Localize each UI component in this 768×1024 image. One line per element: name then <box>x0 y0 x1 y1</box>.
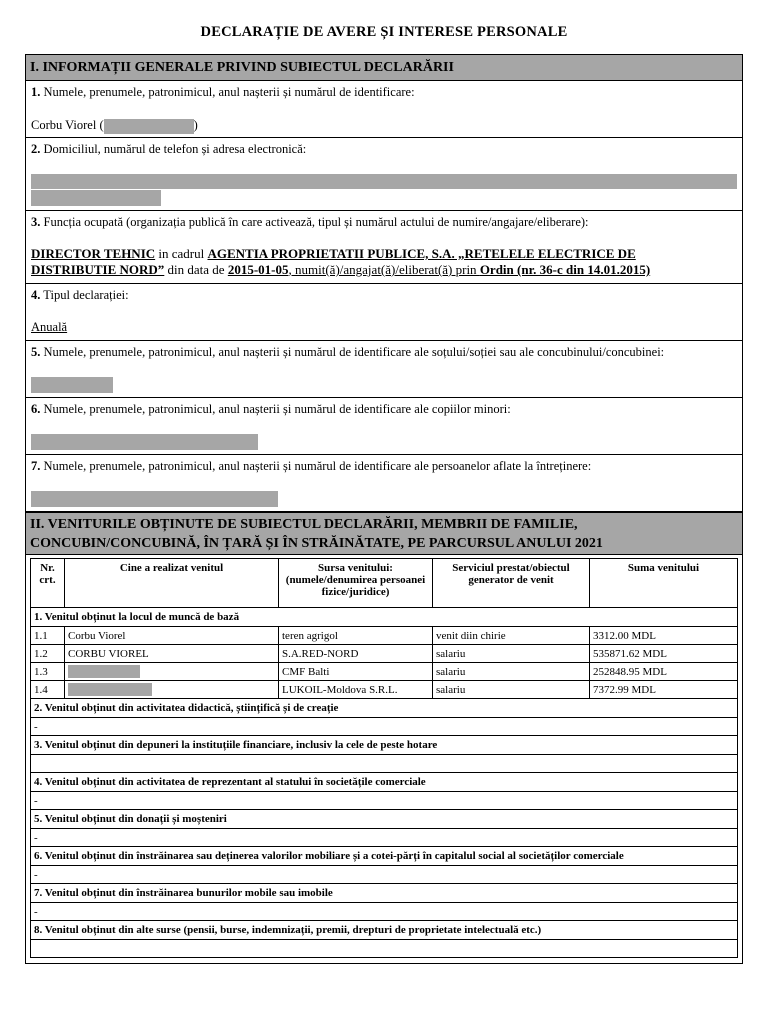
field-label: Numele, prenumele, patronimicul, anul nașterii și numărul de identificare: <box>43 85 415 99</box>
appointment-act: Ordin (nr. 36-c din 14.01.2015) <box>479 262 651 277</box>
organization-name: AGENTIA PROPRIETATII PUBLICE, S.A. „RETELELE ELECTRICE DE <box>207 246 636 261</box>
field-label: Numele, prenumele, patronimicul, anul nașterii și numărul de identificare ale persoanelor aflate la întreținere: <box>43 459 592 473</box>
field-number: 7. <box>31 459 41 473</box>
field-1-identity <box>25 81 743 138</box>
redacted-name <box>68 683 152 696</box>
field-number: 3. <box>31 215 41 229</box>
field-label: Numele, prenumele, patronimicul, anul nașterii și numărul de identificare ale copiilor minori: <box>43 402 511 416</box>
field-5-spouse <box>25 341 743 398</box>
table-row: 1.2 CORBU VIOREL S.A.RED-NORD salariu 535871.62 MDL <box>31 645 738 663</box>
column-header: Suma venitului <box>590 559 738 608</box>
field-number: 5. <box>31 345 41 359</box>
column-header: Nr. crt. <box>31 559 65 608</box>
field-label: Tipul declarației: <box>43 288 129 302</box>
category-row: 4. Venitul obținut din activitatea de reprezentant al statului în societățile comerciale <box>31 773 738 792</box>
table-row: 1.1 Corbu Viorel teren agrigol venit diin chirie 3312.00 MDL <box>31 627 738 645</box>
section-1-header: I. INFORMAȚII GENERALE PRIVIND SUBIECTUL DECLARĂRII <box>25 54 743 81</box>
redacted-dependents <box>31 491 278 507</box>
declaration-type-value: Anuală <box>31 320 68 334</box>
redacted-name <box>68 665 140 678</box>
field-6-children <box>25 398 743 455</box>
field-number: 4. <box>31 288 41 302</box>
position-title: DIRECTOR TEHNIC <box>31 246 156 261</box>
category-row: 2. Venitul obținut din activitatea didactică, științifică și de creație <box>31 699 738 718</box>
income-table <box>30 558 738 958</box>
category-row: 8. Venitul obținut din alte surse (pensii, burse, indemnizații, premii, drepturi de proprietate intelectuală etc.) <box>31 921 738 940</box>
empty-row <box>31 755 738 773</box>
field-label: Funcția ocupată (organizația publică în care activează, tipul și numărul actului de numire/angajare/eliberare): <box>43 215 589 229</box>
table-row: 1.3 CMF Balti salariu 252848.95 MDL <box>31 663 738 681</box>
redacted-spouse <box>31 377 113 393</box>
empty-row: - <box>31 718 738 736</box>
column-header: Cine a realizat venitul <box>65 559 279 608</box>
table-row: 1.4 LUKOIL-Moldova S.R.L. salariu 7372.99 MDL <box>31 681 738 699</box>
category-row: 1. Venitul obținut la locul de muncă de bază <box>31 608 738 627</box>
redacted-address-line-2 <box>31 190 161 206</box>
empty-row <box>31 940 738 958</box>
category-row: 5. Venitul obținut din donații și moșteniri <box>31 810 738 829</box>
field-number: 1. <box>31 85 41 99</box>
redacted-address-line-1 <box>31 174 737 189</box>
function-answer: DIRECTOR TEHNIC in cadrul AGENTIA PROPRIETATII PUBLICE, S.A. „RETELELE ELECTRICE DE DISTRIBUTIE NORD” din data de 2015-01-05, numit(ă)/angajat(ă)/eliberat(ă) prin Ordin (nr. 36-c din 14.01.2015) <box>31 246 651 277</box>
field-4-declaration-type <box>25 284 743 341</box>
redacted-id <box>104 119 194 134</box>
field-number: 6. <box>31 402 41 416</box>
category-row: 6. Venitul obținut din înstrăinarea sau deținerea valorilor mobiliare și a cotei-părți în capitalul social al societăților comerciale <box>31 847 738 866</box>
field-number: 2. <box>31 142 41 156</box>
redacted-children <box>31 434 258 450</box>
field-answer: Corbu Viorel ( ) <box>31 118 198 132</box>
category-row: 3. Venitul obținut din depuneri la instituțiile financiare, inclusiv la cele de peste hotare <box>31 736 738 755</box>
column-header: Serviciul prestat/obiectul generator de venit <box>433 559 590 608</box>
document-title: DECLARAȚIE DE AVERE ȘI INTERESE PERSONALE <box>200 24 568 40</box>
field-7-dependents <box>25 455 743 512</box>
table-header-row <box>31 559 738 608</box>
field-label: Numele, prenumele, patronimicul, anul nașterii și numărul de identificare ale soțului/soției sau ale concubinului/concubinei: <box>43 345 665 359</box>
column-header: Sursa venitului: (numele/denumirea persoanei fizice/juridice) <box>279 559 433 608</box>
field-label: Domiciliul, numărul de telefon și adresa electronică: <box>43 142 307 156</box>
section-2-header: II. VENITURILE OBȚINUTE DE SUBIECTUL DECLARĂRII, MEMBRII DE FAMILIE, CONCUBIN/CONCUBINĂ, ÎN ȚARĂ ȘI ÎN STRĂINĂTATE, PE PARCURSUL ANULUI 2021 <box>25 512 743 555</box>
empty-row: - <box>31 866 738 884</box>
category-row: 7. Venitul obținut din înstrăinarea bunurilor mobile sau imobile <box>31 884 738 903</box>
empty-row: - <box>31 903 738 921</box>
empty-row: - <box>31 792 738 810</box>
field-3-function <box>25 211 743 284</box>
appointment-date: 2015-01-05 <box>227 262 289 277</box>
empty-row: - <box>31 829 738 847</box>
field-2-domicile <box>25 138 743 211</box>
